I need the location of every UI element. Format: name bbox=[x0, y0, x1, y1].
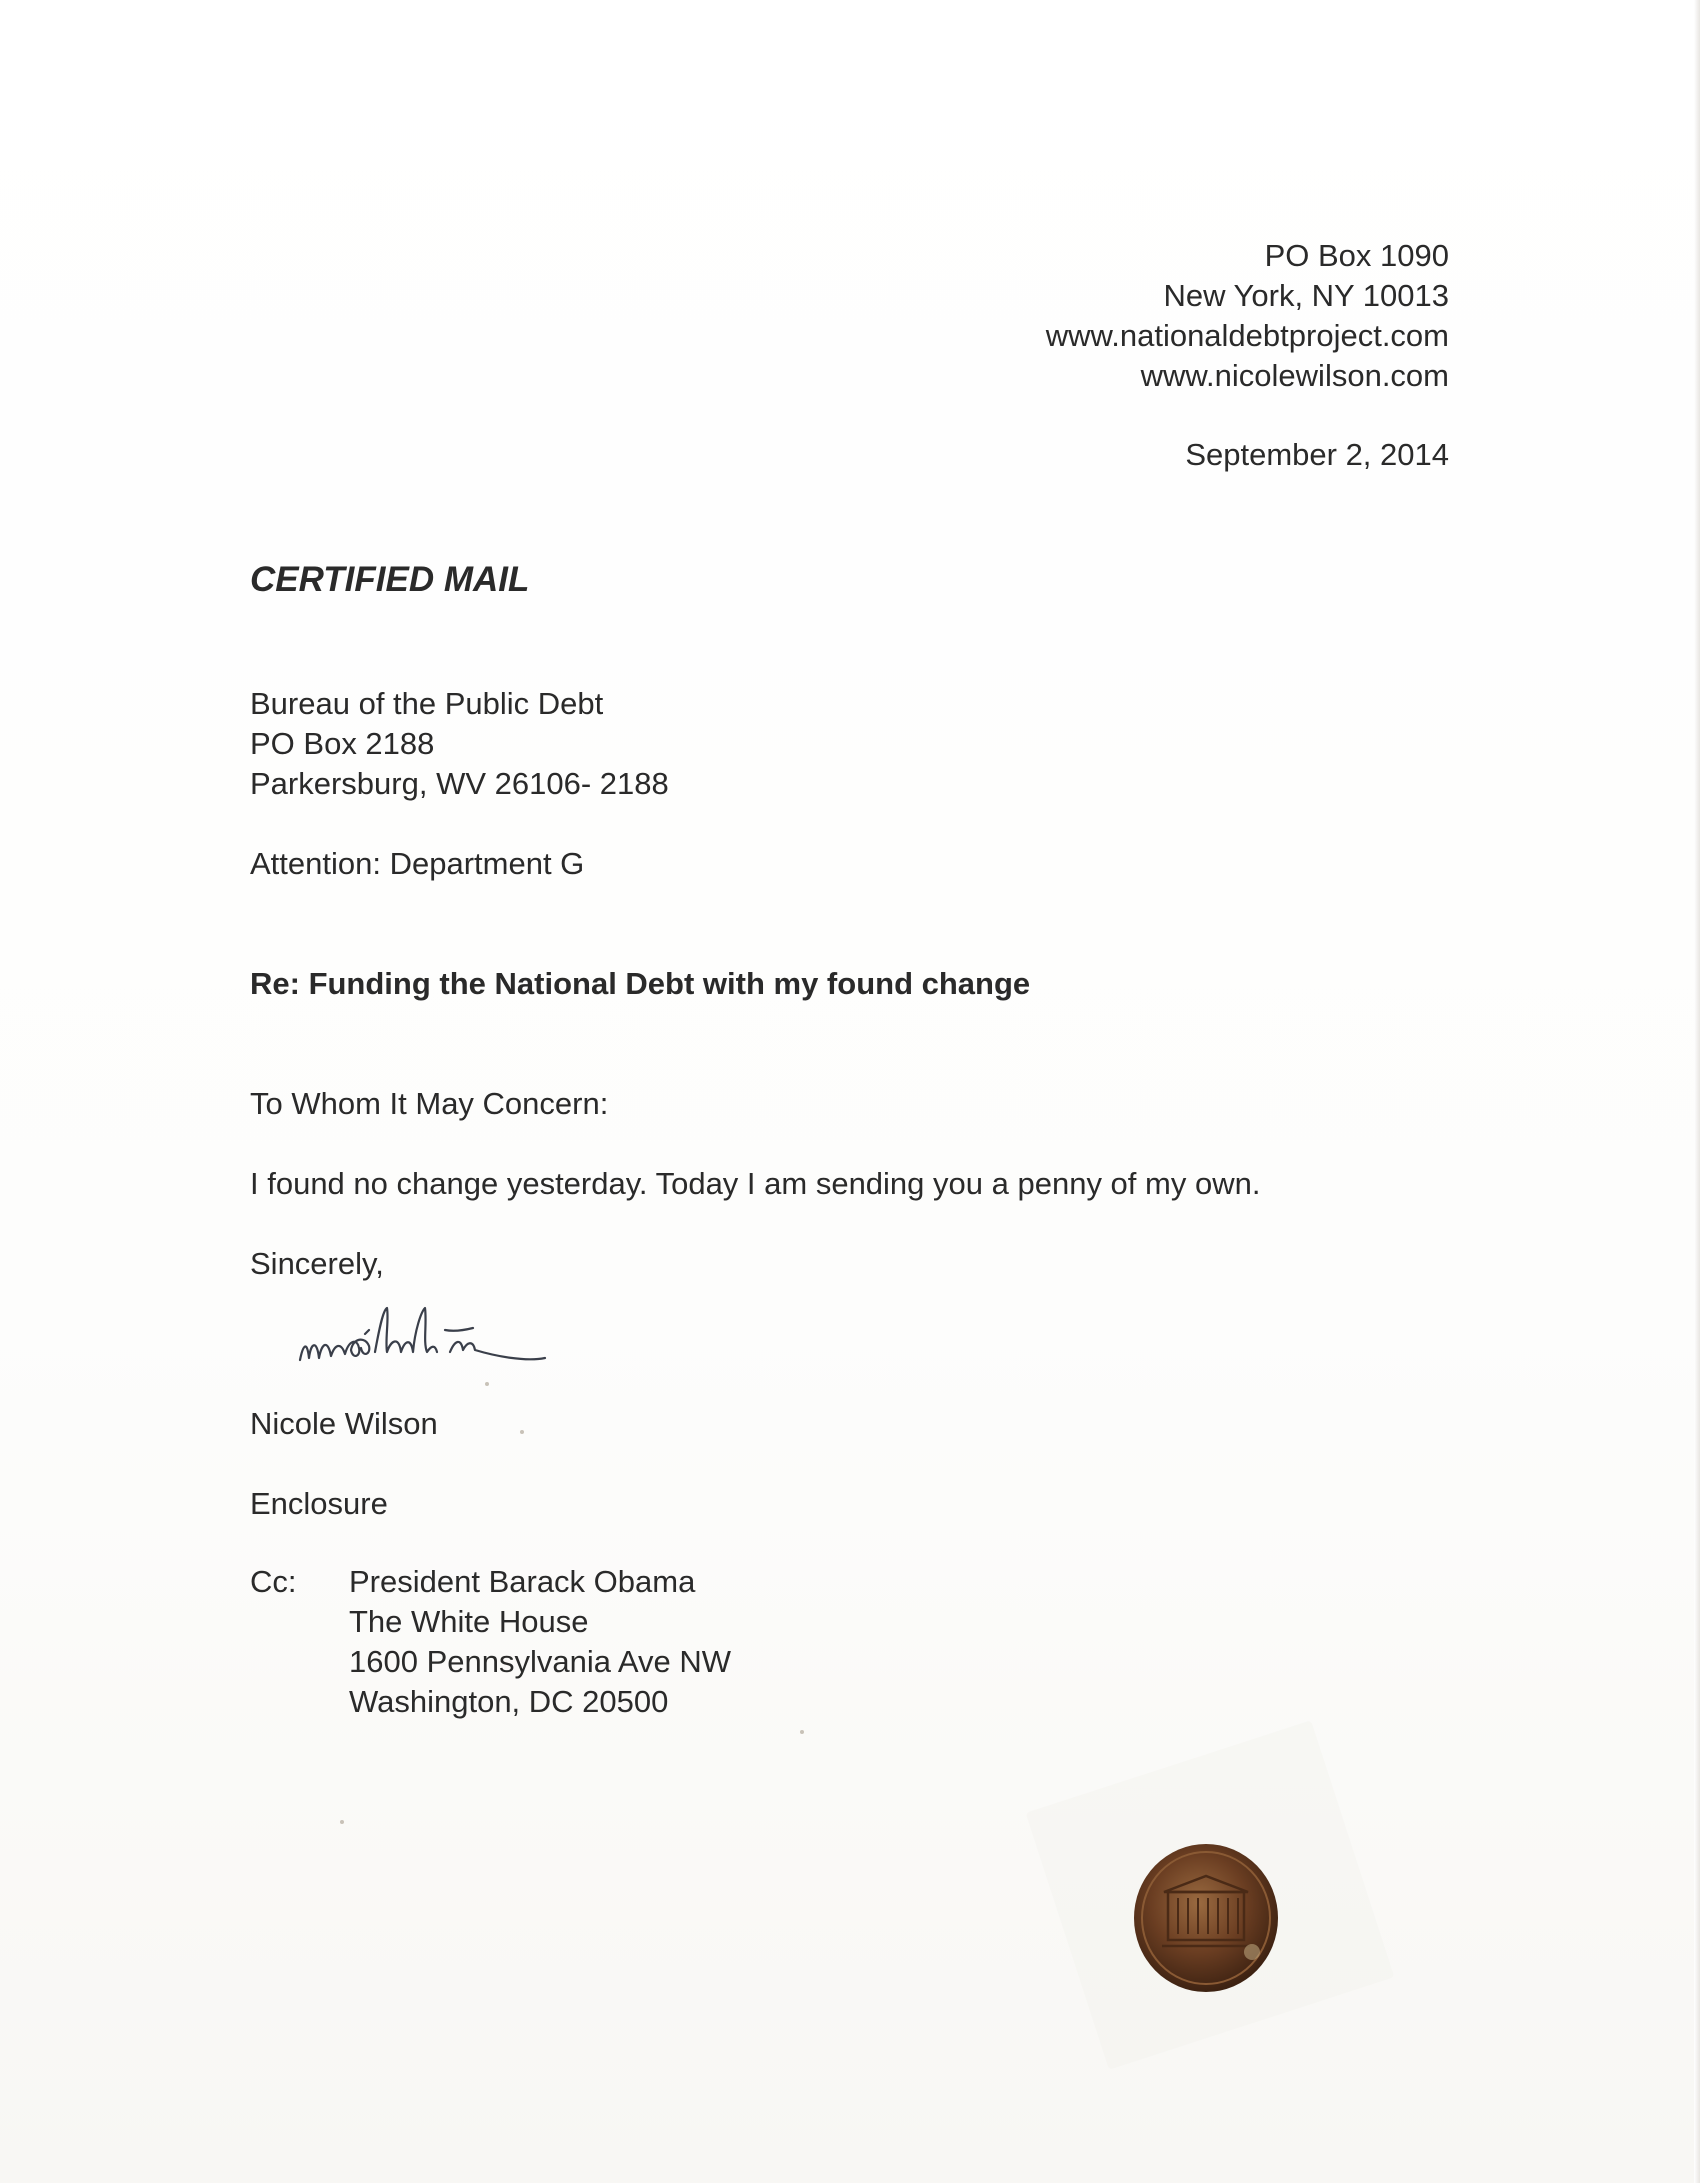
cc-line: The White House bbox=[349, 1604, 589, 1639]
cc-line: Washington, DC 20500 bbox=[349, 1684, 669, 1719]
page-edge-shadow bbox=[1694, 0, 1700, 2183]
delivery-method: CERTIFIED MAIL bbox=[250, 560, 530, 599]
paper-speck bbox=[485, 1382, 489, 1386]
recipient-attention: Attention: Department G bbox=[250, 846, 585, 881]
enclosure-note: Enclosure bbox=[250, 1486, 388, 1521]
salutation: To Whom It May Concern: bbox=[250, 1086, 609, 1121]
cc-line: President Barack Obama bbox=[349, 1564, 696, 1599]
recipient-address-line2: Parkersburg, WV 26106- 2188 bbox=[250, 766, 669, 801]
handwritten-signature bbox=[295, 1290, 625, 1380]
recipient-address-line1: PO Box 2188 bbox=[250, 726, 435, 761]
cc-line: 1600 Pennsylvania Ave NW bbox=[349, 1644, 731, 1679]
cc-label: Cc: bbox=[250, 1564, 297, 1599]
closing: Sincerely, bbox=[250, 1246, 384, 1281]
penny-coin-icon bbox=[1132, 1842, 1280, 1994]
letter-date: September 2, 2014 bbox=[1185, 437, 1449, 472]
letterhead-website1: www.nationaldebtproject.com bbox=[1045, 318, 1449, 353]
recipient-name: Bureau of the Public Debt bbox=[250, 686, 604, 721]
letterhead-address-line2: New York, NY 10013 bbox=[1163, 278, 1449, 313]
letter-body: I found no change yesterday. Today I am sending you a penny of my own. bbox=[250, 1166, 1261, 1201]
letterhead-website2: www.nicolewilson.com bbox=[1140, 358, 1449, 393]
cc-recipient-block bbox=[349, 1562, 731, 1722]
paper-speck bbox=[520, 1430, 524, 1434]
sender-name: Nicole Wilson bbox=[250, 1406, 438, 1441]
subject-line: Re: Funding the National Debt with my found change bbox=[250, 966, 1031, 1001]
paper-speck bbox=[340, 1820, 344, 1824]
paper-speck bbox=[800, 1730, 804, 1734]
letterhead-address-line1: PO Box 1090 bbox=[1264, 238, 1449, 273]
